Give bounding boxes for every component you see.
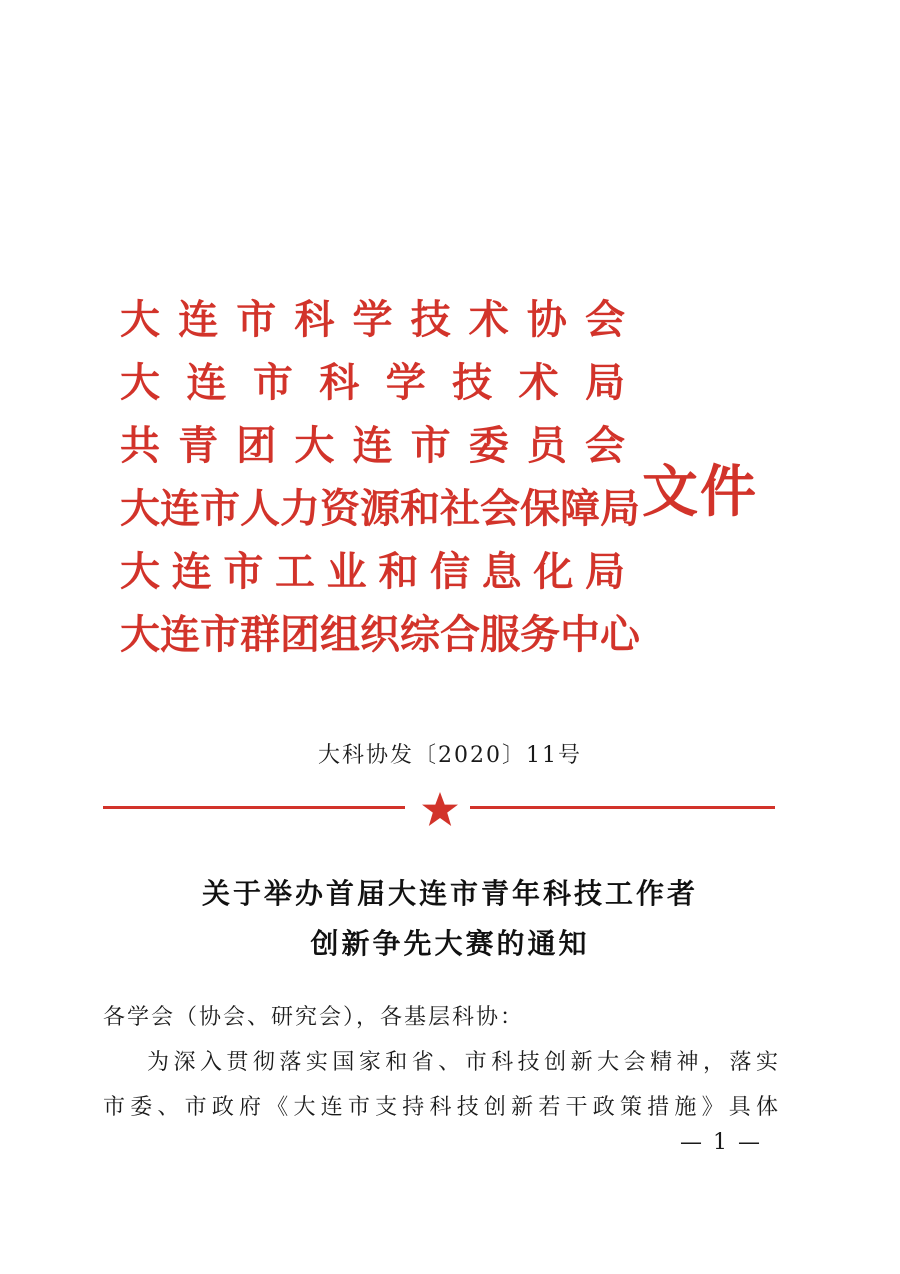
salutation: 各学会（协会、研究会），各基层科协： <box>103 1005 525 1030</box>
document-number: 大科协发〔2020〕11号 <box>318 743 582 768</box>
issuer-name: 大连市人力资源和社会保障局 <box>120 485 640 532</box>
issuer-name: 大连市科学技术局 <box>120 359 625 406</box>
issuer-name: 大连市群团组织综合服务中心 <box>120 611 640 658</box>
issuer-name: 大连市工业和信息化局 <box>120 548 625 595</box>
notice-title: 创新争先大赛的通知 <box>310 927 590 960</box>
page-number: — 1 — <box>680 1130 762 1155</box>
body-text: 为深入贯彻落实国家和省、市科技创新大会精神，落实 <box>147 1050 778 1075</box>
red-separator-right <box>470 806 775 809</box>
body-text: 市委、市政府《大连市支持科技创新若干政策措施》具体 <box>103 1095 778 1120</box>
red-star-icon <box>420 790 460 830</box>
notice-title: 关于举办首届大连市青年科技工作者 <box>201 877 698 910</box>
document-type-label: 文件 <box>642 459 758 525</box>
issuer-name: 共青团大连市委员会 <box>120 422 625 469</box>
issuer-name: 大连市科学技术协会 <box>120 296 625 343</box>
red-separator-left <box>103 806 405 809</box>
